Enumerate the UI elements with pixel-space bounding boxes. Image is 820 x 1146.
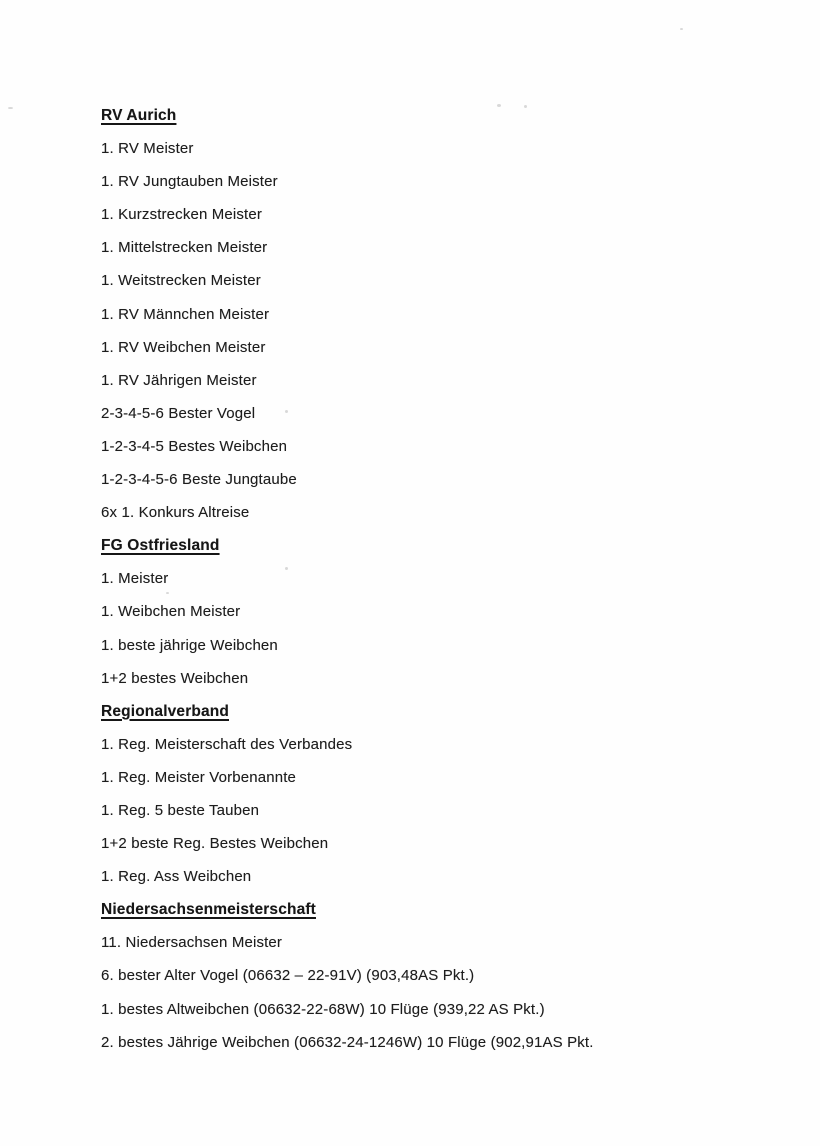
list-item: 1+2 bestes Weibchen <box>101 669 249 687</box>
list-item: 1-2-3-4-5-6 Beste Jungtaube <box>101 471 297 489</box>
list-item: 1. Reg. 5 beste Tauben <box>101 801 260 819</box>
scan-speck <box>166 592 169 594</box>
list-item: 1. RV Männchen Meister <box>101 305 270 323</box>
list-item: 1. RV Meister <box>101 140 194 158</box>
section-heading: FG Ostfriesland <box>101 537 220 555</box>
list-item: 1-2-3-4-5 Bestes Weibchen <box>101 437 288 455</box>
scan-speck <box>8 107 13 109</box>
list-item: 1. Reg. Meister Vorbenannte <box>101 768 296 786</box>
list-item: 1. Reg. Meisterschaft des Verbandes <box>101 735 353 753</box>
section-heading: Regionalverband <box>101 702 229 720</box>
list-item: 11. Niedersachsen Meister <box>101 934 283 952</box>
list-item: 1. RV Weibchen Meister <box>101 338 266 356</box>
section-heading: Niedersachsenmeisterschaft <box>101 901 316 919</box>
list-item: 1. Kurzstrecken Meister <box>101 206 263 224</box>
list-item: 1. RV Jungtauben Meister <box>101 173 278 191</box>
list-item: 1. Weitstrecken Meister <box>101 272 261 290</box>
list-item: 1. RV Jährigen Meister <box>101 371 257 389</box>
scan-speck <box>680 28 683 30</box>
list-item: 1. bestes Altweibchen (06632-22-68W) 10 Flüge (939,22 AS Pkt.) <box>101 1000 545 1018</box>
list-item: 6. bester Alter Vogel (06632 – 22-91V) (903,48AS Pkt.) <box>101 967 475 985</box>
scan-speck <box>285 410 288 413</box>
list-item: 2-3-4-5-6 Bester Vogel <box>101 404 256 422</box>
list-item: 1. Reg. Ass Weibchen <box>101 868 252 886</box>
list-item: 2. bestes Jährige Weibchen (06632-24-1246W) 10 Flüge (902,91AS Pkt. <box>101 1033 594 1051</box>
list-item: 1. Weibchen Meister <box>101 603 241 621</box>
scan-speck <box>497 104 501 107</box>
section-heading: RV Aurich <box>101 107 177 124</box>
list-item: 1. beste jährige Weibchen <box>101 636 278 654</box>
list-item: 1+2 beste Reg. Bestes Weibchen <box>101 835 329 853</box>
list-item: 1. Mittelstrecken Meister <box>101 239 268 257</box>
document-body <box>101 99 780 1059</box>
scan-speck <box>285 567 288 570</box>
scan-speck <box>524 105 527 108</box>
list-item: 1. Meister <box>101 570 169 588</box>
list-item: 6x 1. Konkurs Altreise <box>101 504 250 522</box>
